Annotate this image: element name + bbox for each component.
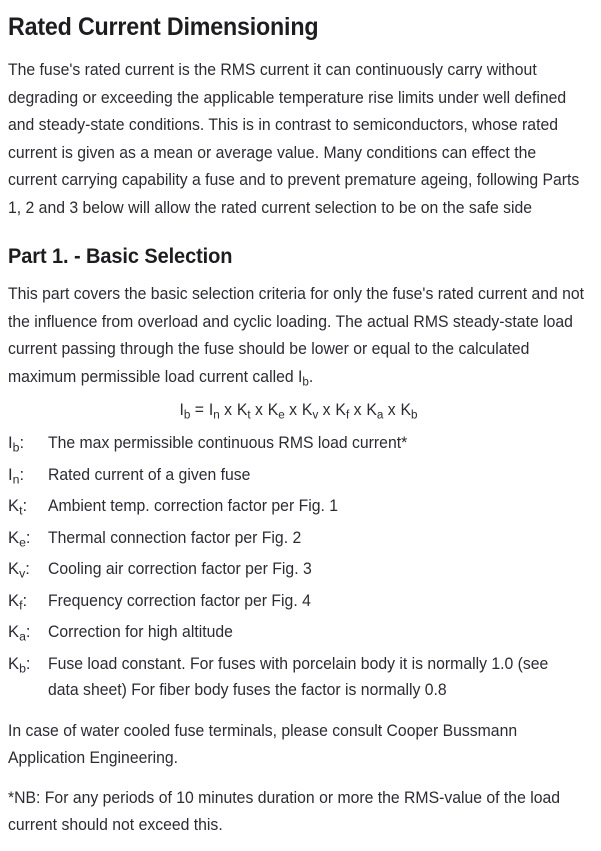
definition-term-kt-colon: : [22, 496, 28, 515]
formula-lhs [179, 400, 191, 422]
section-lead-paragraph [8, 280, 589, 390]
formula-term-kt-base: K [236, 400, 248, 419]
definition-term-kv-sub: v [19, 566, 26, 581]
formula-term-kb-sub: b [411, 407, 418, 422]
symbol-ib [298, 367, 309, 386]
formula-op-4: x [322, 400, 332, 419]
definition-term-kf-base: K [8, 590, 20, 610]
definition-term-ib-sub: b [12, 440, 20, 455]
formula-term-in-base: I [208, 400, 214, 419]
definition-term-kb-base: K [8, 653, 20, 673]
symbol-ib-sub: b [302, 373, 309, 388]
closing-notes [8, 717, 589, 839]
formula-term-kt-sub: t [247, 407, 251, 422]
definition-term-kf [8, 588, 48, 614]
formula-lhs-sub: b [183, 407, 191, 422]
definition-term-kf-sub: f [19, 597, 23, 612]
symbol-ib-base: I [298, 366, 303, 386]
definition-term-ke-colon: : [25, 527, 31, 547]
formula-term-kf-base: K [335, 400, 346, 419]
formula-term-kb-base: K [400, 400, 412, 419]
formula-equals: = [194, 400, 205, 419]
list-item [8, 525, 589, 551]
definition-desc-kv: Cooling air correction factor per Fig. 3 [48, 559, 312, 578]
definition-desc-ka: Correction for high altitude [48, 622, 233, 641]
definition-term-kt [8, 493, 48, 519]
footnote-nb: *NB: For any periods of 10 minutes duration or more the RMS-value of the load current should not exceed this. [8, 787, 561, 834]
definition-desc-kb: Fuse load constant. For fuses with porcelain body it is normally 1.0 (see data sheet) For fiber body fuses the factor is normally 0.8 [48, 653, 549, 699]
formula-term-kb [400, 400, 418, 422]
section-lead-text: This part covers the basic selection criteria for only the fuse's rated current and not the influence from overload and cyclic loading. The actual RMS steady-state load current passing through the fuse should be lower or equal to the calculated maximum permissible load current called [8, 284, 585, 386]
formula-term-ke-sub: e [278, 407, 285, 422]
formula-op-1: x [224, 400, 233, 419]
list-item [8, 556, 589, 582]
section-lead-tail: . [308, 366, 314, 386]
definition-term-kf-colon: : [22, 590, 28, 610]
definition-term-kt-sub: t [19, 503, 23, 518]
definition-term-kb-colon: : [25, 653, 31, 673]
definition-desc-ke: Thermal connection factor per Fig. 2 [48, 527, 302, 547]
definition-term-ke-base: K [8, 527, 20, 547]
list-item [8, 493, 589, 519]
formula-op-3: x [289, 400, 298, 419]
definition-term-kv-colon: : [25, 559, 30, 578]
formula-term-kv-sub: v [312, 407, 319, 422]
definition-term-ka-base: K [8, 622, 20, 641]
list-item [8, 430, 589, 456]
definition-term-ka [8, 619, 48, 645]
water-cooled-note: In case of water cooled fuse terminals, please consult Cooper Bussmann Application Engineering. [8, 720, 518, 767]
definition-desc-ib: The max permissible continuous RMS load current* [48, 433, 408, 452]
definition-desc-kf: Frequency correction factor per Fig. 4 [48, 590, 311, 610]
definition-term-kv [8, 556, 48, 582]
list-item [8, 588, 589, 614]
formula-term-kf-sub: f [345, 407, 350, 422]
definition-term-ka-sub: a [19, 629, 26, 644]
formula-term-kt [236, 400, 251, 422]
definition-term-kb [8, 651, 48, 677]
definition-term-kv-base: K [8, 559, 20, 578]
definition-term-ke-sub: e [19, 534, 26, 549]
page-title: Rated Current Dimensioning [8, 13, 319, 41]
formula-op-2: x [255, 400, 264, 419]
definition-term-in-sub: n [12, 471, 20, 486]
formula-term-kf [335, 400, 350, 422]
formula-term-ke [267, 400, 285, 422]
formula-term-in-sub: n [213, 407, 220, 422]
symbol-definition-list [8, 430, 589, 703]
formula-term-ka-base: K [366, 400, 377, 419]
definition-term-ke [8, 525, 48, 551]
definition-term-ka-colon: : [25, 622, 31, 641]
definition-term-kt-base: K [8, 496, 20, 515]
section-heading-part-1: Part 1. - Basic Selection [8, 244, 233, 268]
list-item [8, 619, 589, 645]
formula-term-kv-base: K [301, 400, 313, 419]
definition-desc-kt: Ambient temp. correction factor per Fig. 1 [48, 496, 339, 515]
intro-paragraph: The fuse's rated current is the RMS current it can continuously carry without degrading or exceeding the applicable temperature rise limits under well defined and steady-state conditions. This is in contrast to semiconductors, whose rated current is given as a mean or average value. Many conditions can effect the current carrying capability a fuse and to prevent premature ageing, following Parts 1, 2 and 3 below will allow the rated current selection to be on the safe side [8, 60, 580, 217]
definition-desc-in: Rated current of a given fuse [48, 464, 251, 484]
definition-term-in [8, 462, 48, 488]
formula-op-5: x [353, 400, 362, 419]
formula-term-kv [301, 400, 319, 422]
definition-term-in-colon: : [19, 464, 25, 484]
definition-term-in-base: I [8, 464, 13, 484]
definition-term-kb-sub: b [19, 660, 26, 675]
definition-term-ib [8, 430, 48, 456]
formula-term-ka-sub: a [376, 407, 384, 422]
definition-term-ib-colon: : [19, 433, 25, 452]
list-item [8, 462, 589, 488]
formula-term-ka [366, 400, 384, 422]
definition-term-ib-base: I [8, 433, 13, 452]
formula-lhs-base: I [179, 400, 184, 419]
formula-term-in [208, 400, 220, 422]
formula-term-ke-base: K [267, 400, 279, 419]
list-item [8, 651, 589, 703]
formula-ib [23, 396, 575, 424]
formula-op-6: x [387, 400, 397, 419]
